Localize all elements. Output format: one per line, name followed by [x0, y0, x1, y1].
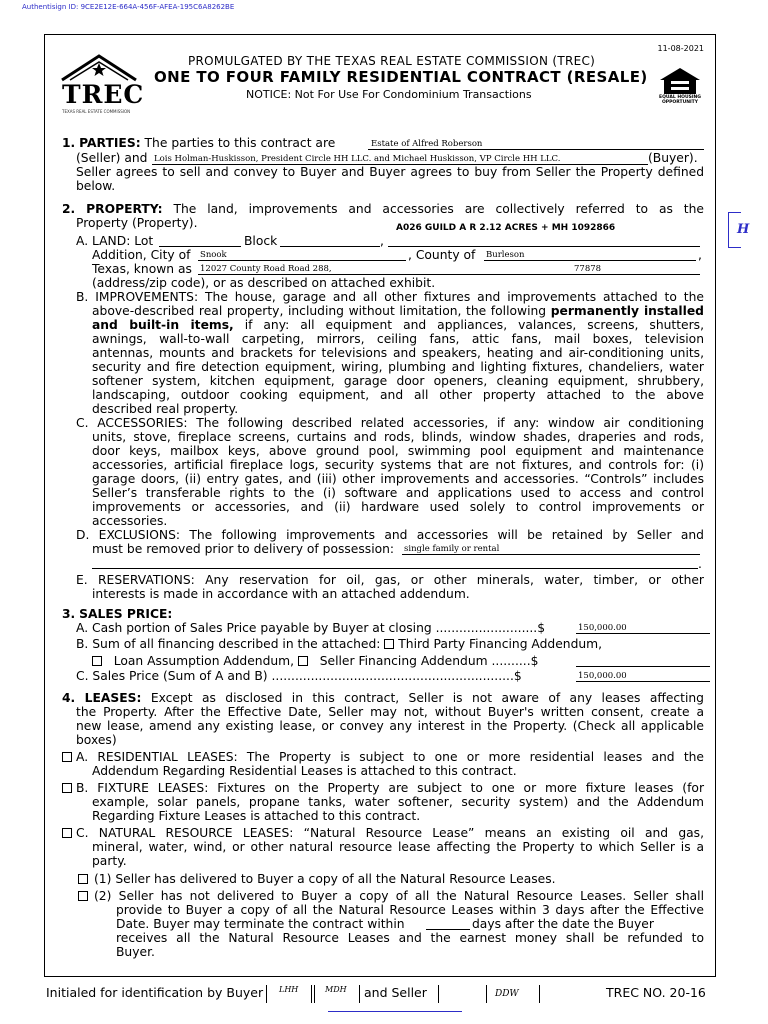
nr-not-delivered-line-1: (2) Seller has not delivered to Buyer a copy of all the Natural Resource Leases. Seller shall	[94, 889, 704, 903]
reservations-line-1: E. RESERVATIONS: Any reservation for oil, gas, or other minerals, water, timber, or other	[76, 573, 704, 587]
county-label: , County of	[408, 248, 476, 262]
residential-leases-line-1: A. RESIDENTIAL LEASES: The Property is subject to one or more residential leases and the	[76, 750, 704, 764]
signature-underline	[328, 1011, 462, 1012]
nr-delivered-line: (1) Seller has delivered to Buyer a copy of all the Natural Resource Leases.	[94, 872, 556, 886]
exclusions-line-2: must be removed prior to delivery of possession:	[92, 542, 395, 556]
parties-line-1: 1. PARTIES: The parties to this contract are	[62, 136, 336, 150]
property-line-2: Property (Property).	[76, 216, 198, 230]
nr-not-delivered-checkbox[interactable]	[78, 889, 88, 903]
seller-initial-box-2[interactable]: DDW	[486, 985, 540, 1003]
zip-field[interactable]: 77878	[574, 264, 602, 274]
legal-description-field[interactable]: A026 GUILD A R 2.12 ACRES + MH 1092866	[396, 223, 616, 233]
buyer-initial-box-1[interactable]: LHH	[266, 985, 312, 1003]
land-lot-label: A. LAND: Lot	[76, 234, 154, 248]
sales-a-line: A. Cash portion of Sales Price payable by Buyer at closing ..........................$	[76, 621, 546, 635]
address-field[interactable]: 12027 County Road Road 288,	[200, 264, 332, 274]
form-number: TREC NO. 20-16	[606, 985, 706, 1000]
improvements-line-2: above-described real property, including without limitation, the following permanently installed	[92, 304, 704, 318]
natural-resource-leases-checkbox[interactable]	[62, 826, 72, 840]
sales-c-line: C. Sales Price (Sum of A and B) ..............................................................$	[76, 669, 522, 683]
texas-known-label: Texas, known as	[92, 262, 192, 276]
sales-price-field[interactable]: 150,000.00	[578, 671, 627, 681]
exclusions-field[interactable]: single family or rental	[404, 544, 500, 554]
seller-name-field[interactable]: Estate of Alfred Roberson	[371, 139, 483, 149]
improvements-line-1: B. IMPROVEMENTS: The house, garage and all other fixtures and improvements attached to the	[76, 290, 704, 304]
equal-housing-icon	[658, 66, 702, 96]
parties-line-3: Seller agrees to sell and convey to Buyer and Buyer agrees to buy from Seller the Property defined	[76, 165, 704, 179]
leases-line-1: 4. LEASES: Except as disclosed in this contract, Seller is not aware of any leases affecting	[62, 691, 704, 705]
logo-tagline: TEXAS REAL ESTATE COMMISSION	[62, 109, 131, 114]
exclusions-line-1: D. EXCLUSIONS: The following improvements and accessories will be retained by Seller and	[76, 528, 704, 542]
city-field[interactable]: Snook	[200, 250, 227, 260]
house-roof-icon	[58, 50, 140, 84]
side-initial: H	[737, 222, 750, 237]
third-party-financing-checkbox[interactable]	[384, 639, 394, 649]
buyer-label: (Buyer).	[648, 151, 698, 165]
accessories-line-1: C. ACCESSORIES: The following described related accessories, if any: window air conditioning	[76, 416, 704, 430]
seller-initial-box-1[interactable]	[438, 985, 483, 1003]
logo-text: TREC	[62, 80, 145, 109]
county-field[interactable]: Burleson	[486, 250, 525, 260]
trec-logo	[58, 50, 145, 114]
improvements-line-3: and built-in items, if any: all equipment and appliances, valances, screens, shutters,	[92, 318, 704, 332]
fixture-leases-checkbox[interactable]	[62, 781, 72, 795]
loan-assumption-checkbox[interactable]	[92, 656, 102, 666]
address-code-line: (address/zip code), or as described on attached exhibit.	[92, 276, 436, 290]
buyer-initial-box-2[interactable]: MDH	[314, 985, 360, 1003]
envelope-id: Authentisign ID: 9CE2E12E-664A-456F-AFEA-195C6A8262BE	[22, 3, 235, 11]
cash-portion-field[interactable]: 150,000.00	[578, 623, 627, 633]
promulgated-line: PROMULGATED BY THE TEXAS REAL ESTATE COMMISSION (TREC)	[188, 54, 596, 68]
seller-label: (Seller) and	[76, 151, 148, 165]
contract-title: ONE TO FOUR FAMILY RESIDENTIAL CONTRACT (RESALE)	[154, 68, 648, 86]
nr-delivered-checkbox[interactable]	[78, 872, 88, 886]
land-block-label: Block	[244, 234, 278, 248]
fixture-leases-line-1: B. FIXTURE LEASES: Fixtures on the Property are subject to one or more fixture leases (for	[76, 781, 704, 795]
reservations-line-2: interests is made in accordance with an attached addendum.	[92, 587, 470, 601]
buyer-name-field[interactable]: Lois Holman-Huskisson, President Circle HH LLC. and Michael Huskisson, VP Circle HH LLC.	[154, 154, 561, 164]
residential-leases-checkbox[interactable]	[62, 750, 72, 764]
sales-b-line: B. Sum of all financing described in the attached: Third Party Financing Addendum,	[76, 637, 603, 651]
sales-b-line-2: Loan Assumption Addendum, Seller Financing Addendum ..........$	[92, 654, 538, 668]
parties-line-4: below.	[76, 179, 116, 193]
and-seller-label: and Seller	[364, 985, 427, 1000]
form-date: 11-08-2021	[657, 44, 704, 53]
form-header	[44, 34, 716, 130]
notice-line: NOTICE: Not For Use For Condominium Transactions	[246, 88, 532, 101]
natural-resource-line-1: C. NATURAL RESOURCE LEASES: “Natural Resource Lease” means an existing oil and gas,	[76, 826, 704, 840]
seller-financing-checkbox[interactable]	[298, 656, 308, 666]
sales-heading: 3. SALES PRICE:	[62, 607, 173, 621]
equal-housing-text: EQUAL HOUSING OPPORTUNITY	[659, 95, 701, 105]
property-line-1: 2. PROPERTY: The land, improvements and accessories are collectively referred to as the	[62, 202, 704, 216]
initialed-buyer-label: Initialed for identification by Buyer	[46, 985, 264, 1000]
addition-label: Addition, City of	[92, 248, 191, 262]
